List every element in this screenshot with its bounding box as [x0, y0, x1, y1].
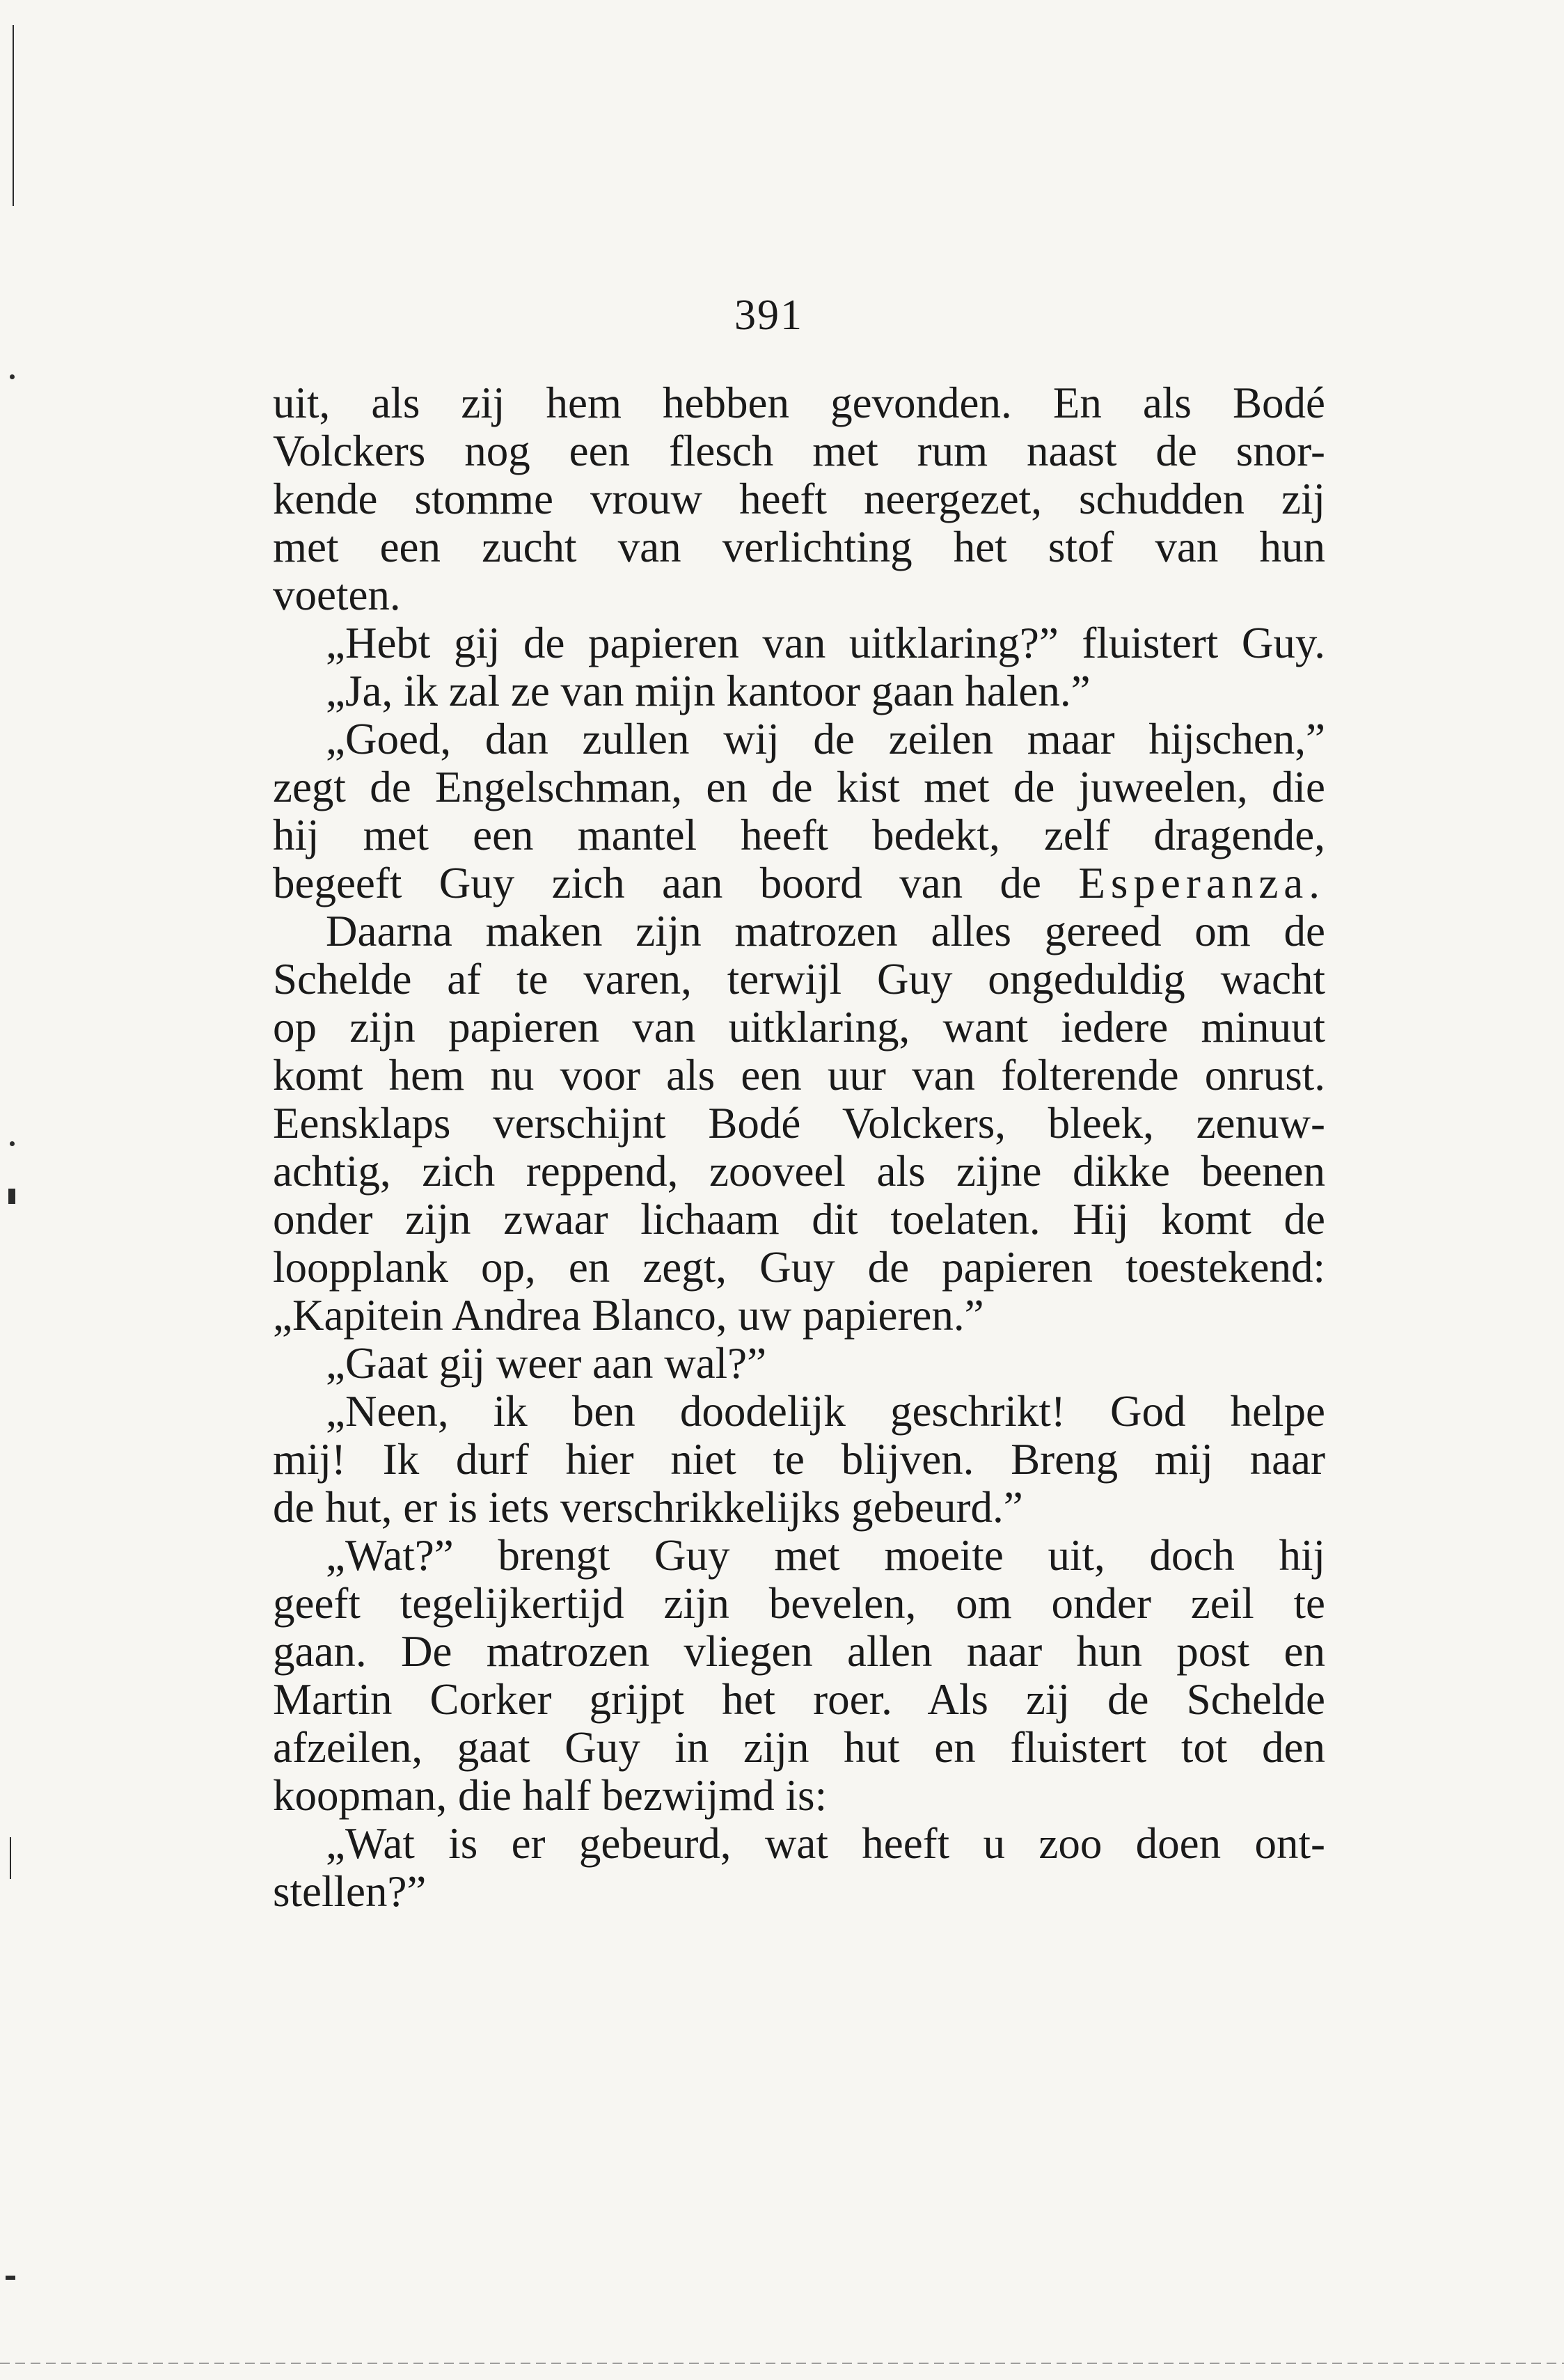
text-line: onder zijn zwaar lichaam dit toelaten. Hij komt de	[273, 1195, 1325, 1244]
text-line: stellen?”	[273, 1867, 427, 1916]
text-line: uit, als zij hem hebben gevonden. En als Bodé	[273, 379, 1325, 427]
text-line: Martin Corker grijpt het roer. Als zij de Schelde	[273, 1675, 1325, 1724]
text-line: afzeilen, gaat Guy in zijn hut en fluistert tot den	[273, 1723, 1325, 1772]
text-line: mij! Ik durf hier niet te blijven. Breng mij naar	[273, 1435, 1325, 1484]
margin-mark	[10, 1837, 11, 1879]
text-line: hij met een mantel heeft bedekt, zelf dragende,	[273, 811, 1325, 859]
text-line: „Kapitein Andrea Blanco, uw papieren.”	[273, 1291, 984, 1340]
text-line: kende stomme vrouw heeft neergezet, schudden zij	[273, 475, 1325, 523]
body-text	[273, 379, 1325, 1916]
margin-mark	[6, 2276, 15, 2280]
ship-name: Esperanza.	[1078, 859, 1326, 907]
text-line: op zijn papieren van uitklaring, want iedere minuut	[273, 1003, 1325, 1052]
text-line: koopman, die half bezwijmd is:	[273, 1771, 828, 1820]
text-line: „Gaat gij weer aan wal?”	[326, 1339, 767, 1388]
text-line: Volckers nog een flesch met rum naast de snor-	[273, 427, 1325, 475]
text-line-with-ship-name	[273, 859, 1325, 907]
text-line: komt hem nu voor als een uur van folterende onrust.	[273, 1051, 1325, 1100]
text-line: voeten.	[273, 571, 401, 619]
margin-mark	[13, 25, 14, 206]
text-line: zegt de Engelschman, en de kist met de juweelen, die	[273, 763, 1325, 811]
text-line: met een zucht van verlichting het stof van hun	[273, 523, 1325, 571]
margin-mark	[10, 1141, 15, 1146]
text-line: gaan. De matrozen vliegen allen naar hun post en	[273, 1627, 1325, 1676]
margin-mark	[8, 1189, 15, 1204]
text-line: „Ja, ik zal ze van mijn kantoor gaan halen.”	[326, 667, 1091, 715]
text-line: de hut, er is iets verschrikkelijks gebeurd.”	[273, 1483, 1023, 1532]
text-line: loopplank op, en zegt, Guy de papieren toestekend:	[273, 1243, 1325, 1292]
text-line: geeft tegelijkertijd zijn bevelen, om onder zeil te	[273, 1579, 1325, 1628]
text-line: Daarna maken zijn matrozen alles gereed om de	[326, 907, 1325, 955]
text-line: Schelde af te varen, terwijl Guy ongeduldig wacht	[273, 955, 1325, 1003]
text-line: Eensklaps verschijnt Bodé Volckers, bleek, zenuw-	[273, 1099, 1325, 1148]
scan-edge-rule	[0, 2363, 1564, 2364]
text-line: „Goed, dan zullen wij de zeilen maar hijschen,”	[326, 715, 1325, 763]
text-line: „Neen, ik ben doodelijk geschrikt! God helpe	[326, 1387, 1325, 1436]
page-number: 391	[734, 292, 803, 339]
text-line: „Wat is er gebeurd, wat heeft u zoo doen ont-	[326, 1819, 1325, 1868]
text-line: „Hebt gij de papieren van uitklaring?” fluistert Guy.	[326, 619, 1325, 667]
margin-mark	[10, 374, 15, 379]
text-line: begeeft Guy zich aan boord van de	[273, 859, 1042, 907]
text-line: „Wat?” brengt Guy met moeite uit, doch hij	[326, 1531, 1325, 1580]
text-line: achtig, zich reppend, zooveel als zijne dikke beenen	[273, 1147, 1325, 1196]
